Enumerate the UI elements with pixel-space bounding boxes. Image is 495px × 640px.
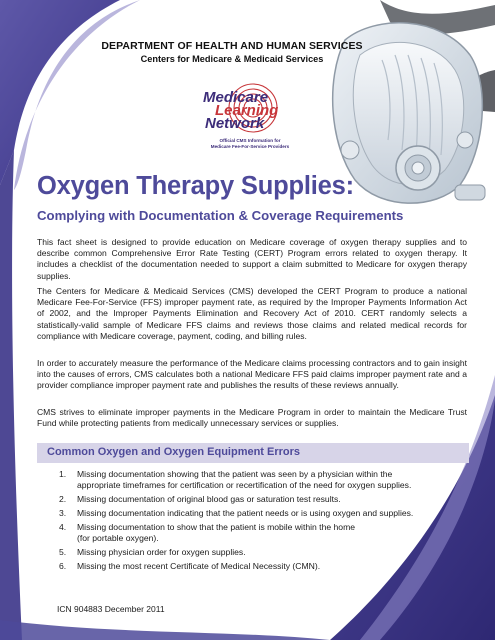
logo-tagline-1: Official CMS Information for xyxy=(219,138,281,143)
paragraph-measurement: In order to accurately measure the performance of the Medicare claims processing contractors and to gain insight into the causes of errors, CMS calculates both a national Medicare FFS paid claims improper payment rate and a provider compliance improper payment rate and publishes the results of these reviews annually. xyxy=(37,358,467,391)
errors-heading: Common Oxygen and Oxygen Equipment Errors xyxy=(47,446,301,458)
paragraph-cert-program: The Centers for Medicare & Medicaid Services (CMS) developed the CERT Program to produce a national Medicare Fee-For-Service (FFS) improper payment rate, as required by the Improper Payments Information Act of 2002, and the Improper Payments Elimination and Recovery Act of 2010. CERT randomly selects a statistically-valid sample of Medicare FFS claims and reviews those claims and related medical records for compliance with Medicare coverage, payment, coding, and billing rules. xyxy=(37,286,467,341)
document-subtitle: Complying with Documentation & Coverage Requirements xyxy=(37,208,404,223)
logo-word-network: Network xyxy=(205,115,265,132)
logo-tagline-2: Medicare Fee-For-Service Providers xyxy=(210,144,290,149)
department-name: DEPARTMENT OF HEALTH AND HUMAN SERVICES xyxy=(101,40,363,52)
error-text-line: Missing physician order for oxygen supplies. xyxy=(77,547,246,557)
error-number: 2. xyxy=(59,494,67,504)
error-text-line: Missing documentation showing that the patient was seen by a physician within the xyxy=(77,469,393,479)
error-text-line: Missing documentation to show that the patient is mobile within the home xyxy=(77,522,356,532)
error-text-line: Missing the most recent Certificate of Medical Necessity (CMN). xyxy=(77,561,321,571)
logo-word-learning: Learning xyxy=(215,102,279,119)
error-number: 3. xyxy=(59,508,67,518)
error-number: 4. xyxy=(59,522,67,532)
paragraph-eliminate-payments: CMS strives to eliminate improper payments in the Medicare Program in order to maintain the Medicare Trust Fund while protecting patients from medically unnecessary services or supplies. xyxy=(37,407,467,429)
centers-name: Centers for Medicare & Medicaid Services xyxy=(140,54,324,64)
error-number: 6. xyxy=(59,561,67,571)
logo-word-medicare: Medicare xyxy=(203,89,269,106)
error-text-line: (for portable oxygen). xyxy=(77,533,159,543)
error-number: 5. xyxy=(59,547,67,557)
agency-header xyxy=(82,40,382,64)
error-text-line: Missing documentation indicating that the patient needs or is using oxygen and supplies. xyxy=(77,508,414,518)
paragraph-intro: This fact sheet is designed to provide education on Medicare coverage of oxygen therapy supplies and to describe common Comprehensive Error Rate Testing (CERT) Program errors related to oxygen therapy. It includes a checklist of the documentation needed to support a claim submitted to Medicare for oxygen therapy supplies. xyxy=(37,237,467,281)
errors-section-header xyxy=(37,443,469,463)
error-number: 1. xyxy=(59,469,67,479)
document-footer-icn: ICN 904883 December 2011 xyxy=(57,604,165,614)
error-text-line: Missing documentation of original blood gas or saturation test results. xyxy=(77,494,341,504)
document-title: Oxygen Therapy Supplies: xyxy=(37,172,354,200)
mln-logo xyxy=(175,80,325,165)
error-text-line: appropriate timeframes for certification or recertification of the need for oxygen supplies. xyxy=(77,480,412,490)
